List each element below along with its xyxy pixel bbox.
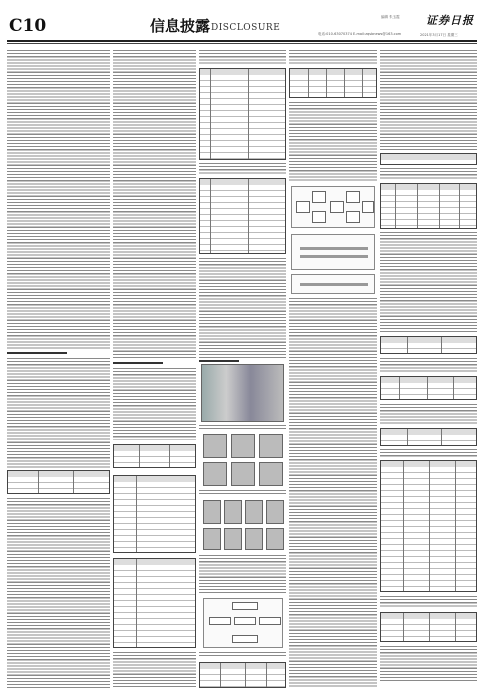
product-photo: [203, 528, 221, 550]
product-photo: [259, 462, 283, 486]
bar-diagram: [291, 234, 375, 270]
product-photo: [231, 462, 255, 486]
data-table: [199, 178, 286, 254]
data-table: [199, 68, 286, 160]
text-block: [289, 298, 377, 688]
data-table: [380, 612, 477, 642]
product-photo: [231, 434, 255, 458]
process-diagram: [203, 598, 283, 648]
data-table: [380, 336, 477, 354]
text-block: [7, 498, 110, 688]
data-table: [380, 460, 477, 592]
text-block: [113, 368, 196, 440]
editor-line: 编辑 朱玉霞: [381, 15, 400, 19]
text-block: [7, 358, 110, 468]
page-code: C10: [9, 16, 47, 36]
section-heading: [7, 352, 67, 354]
text-block: [7, 50, 110, 350]
text-block: [199, 258, 286, 358]
text-block: [380, 232, 477, 332]
text-block: [113, 50, 196, 360]
product-photo: [259, 434, 283, 458]
bar-diagram: [291, 274, 375, 294]
data-table: [380, 428, 477, 446]
product-photo: [203, 500, 221, 524]
text-block: [199, 652, 286, 658]
text-block: [289, 102, 377, 182]
data-table: [7, 470, 110, 494]
text-block: [380, 50, 477, 150]
page-title: 信息披露: [150, 17, 211, 35]
data-table: [113, 444, 196, 468]
product-photo: [245, 528, 263, 550]
text-block: [380, 449, 477, 457]
section-heading: [199, 360, 239, 362]
data-table: [289, 68, 377, 98]
date-line: 2021年3月17日 星期三: [420, 33, 458, 37]
product-photo: [245, 500, 263, 524]
data-table: [199, 662, 286, 688]
text-block: [113, 652, 196, 688]
product-photo: [203, 462, 227, 486]
masthead: [0, 0, 484, 44]
text-block: [199, 163, 286, 175]
product-photo: [266, 500, 284, 524]
section-heading: [113, 362, 163, 364]
product-photo: [224, 528, 242, 550]
text-block: [199, 555, 286, 593]
text-block: [199, 50, 286, 64]
contact-line: 电话:010-63070374 E-mail:zqsbnews@163.com: [318, 32, 402, 36]
data-table: [113, 475, 196, 553]
masthead-rule: [7, 40, 477, 42]
text-block: [289, 50, 377, 64]
product-photo: [201, 364, 284, 422]
text-block: [380, 358, 477, 372]
data-table: [380, 153, 477, 165]
product-photo: [224, 500, 242, 524]
text-block: [380, 646, 477, 682]
flow-diagram: [291, 186, 375, 228]
text-block: [199, 490, 286, 496]
text-block: [380, 168, 477, 180]
text-block: [380, 404, 477, 424]
data-table: [113, 558, 196, 648]
text-block: [199, 425, 286, 431]
product-photo: [266, 528, 284, 550]
paper-logo: 证券日报: [426, 14, 474, 27]
masthead-rule-thin: [7, 43, 477, 44]
text-block: [380, 596, 477, 608]
page-subtitle: DISCLOSURE: [211, 23, 281, 33]
product-photo: [203, 434, 227, 458]
data-table: [380, 376, 477, 400]
data-table: [380, 183, 477, 229]
